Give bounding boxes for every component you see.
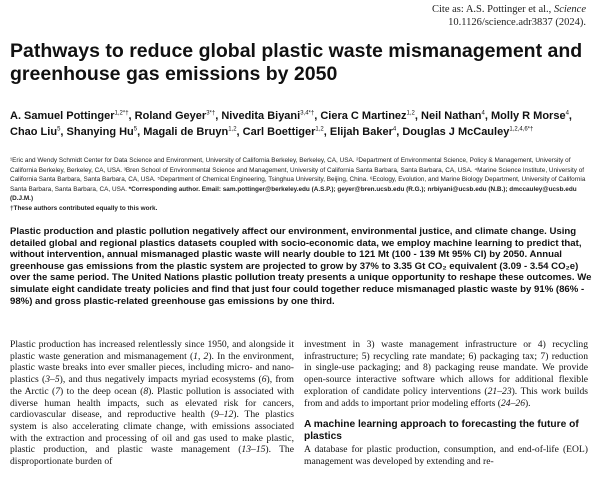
author-name: Ciera C Martinez: [320, 110, 407, 122]
paper-title: Pathways to reduce global plastic waste mismanagement and greenhouse gas emissions by 2050: [10, 40, 583, 85]
author-list: A. Samuel Pottinger$^{1,2*\dagger}$, Roland Geyer$^{3*\dagger}$, Nivedita Biyani$^{3,4*\dagger}$, Ciera C Martinez$^{1,2}$, Neil Nathan$^4$, Molly R Morse$^4$, Chao Liu$^5$, Shanying Hu$^5$, Magali de Bruyn$^{1,2}$, Carl Boettiger$^{1,2}$, Elijah Baker$^4$, Douglas J McCauley$^{1,2,4,6*\dagger}$: [10, 110, 572, 138]
author-affiliation-mark: 1,2: [315, 126, 324, 133]
affiliations-block: [10, 156, 592, 214]
author-affiliation-mark: 3*†: [206, 110, 216, 117]
ref-link[interactable]: 8: [143, 385, 149, 397]
author-name: Elijah Baker: [329, 126, 393, 138]
author-affiliation-mark: 3,4*†: [300, 110, 315, 117]
author-affiliation-mark: 5: [133, 126, 138, 133]
author-name: Neil Nathan: [421, 110, 482, 122]
abstract: Plastic production and plastic pollution negatively affect our environment, environmental justice, and climate change. Using detailed global and regional plastics datasets coupled with socio-economic data, we employ machine learning to predict that, without intervention, annual mismanaged plastic waste will nearly double to 121 Mt (100 - 139 Mt 95% CI) by 2050. Annual greenhouse gas emissions from the plastic system are projected to grow by 37% to 3.35 Gt CO₂ equivalent (3.09 - 3.54 CO₂e) over the same period. The United Nations plastic pollution treaty presents a unique opportunity to reshape these outcomes. We simulate eight candidate treaty policies and find that just four could together reduce mismanaged plastic waste by 91% (86% - 98%) and gross plastic-related greenhouse gas emissions by one third.: [10, 226, 592, 307]
body-column-left: [10, 339, 294, 468]
ref-link[interactable]: 3–5: [45, 374, 60, 386]
correspondence: *Corresponding author. Email: sam.pottinger@berkeley.edu (A.S.P.); geyer@bren.ucsb.edu (R.G.); nrbiyani@ucsb.edu (N.B.); dmccauley@ucsb.edu (D.J.M.): [10, 185, 577, 203]
author-affiliation-mark: 1,2,4,6*†: [509, 126, 534, 133]
author-name: Chao Liu: [10, 126, 58, 138]
section-heading: A machine learning approach to forecasting the future of plastics: [304, 419, 579, 443]
citation-journal: Science: [553, 4, 586, 15]
ref-link[interactable]: 6: [261, 374, 267, 386]
author-name: Carl Boettiger: [242, 126, 316, 138]
body-paragraph: investment in 3) waste management infrastructure or 4) recycling infrastructure; 5) recycling rate mandate; 6) packaging tax; 7) reduction in single-use packaging; and 8) packaging reuse mandate. We provide open-source interactive software which allows for additional flexible exploration of candidate policy interventions (21–23). This work builds from and adds to important prior modeling efforts (24–26).: [304, 339, 589, 409]
ref-link[interactable]: 9–12: [214, 409, 234, 421]
citation-block: [432, 3, 586, 29]
ref-link[interactable]: 7: [55, 385, 61, 397]
citation-line-1: [432, 3, 586, 16]
affiliations: ¹Eric and Wendy Schmidt Center for Data Science and Environment, University of California Berkeley, Berkeley, CA, USA. ²Department of Environmental Science, Policy & Management, University of California Berkeley, Berkeley, CA, USA. ³Bren School of Environmental Science and Management, University of California Santa Barbara, Santa Barbara, CA, USA. ⁴Marine Science Institute, University of California Santa Barbara, Santa Barbara, CA, USA. ⁵Department of Chemical Engineering, Tsinghua University, Beijing, China. ⁶Ecology, Evolution, and Marine Biology Department, University of California Santa Barbara, Santa Barbara, CA, USA.: [10, 157, 586, 193]
author-name: Magali de Bruyn: [143, 126, 229, 138]
ref-link[interactable]: 2: [203, 350, 209, 362]
author-affiliation-mark: 5: [57, 126, 61, 133]
author-affiliation-mark: 1,2: [228, 126, 237, 133]
ref-link[interactable]: 21–23: [487, 385, 512, 397]
ref-link[interactable]: 1: [193, 350, 198, 362]
author-affiliation-mark: 1,2: [406, 110, 415, 117]
author-name: Molly R Morse: [491, 110, 566, 122]
author-affiliation-mark: 1,2*†: [114, 110, 129, 117]
citation-prefix: Cite as: A.S. Pottinger et al.,: [432, 4, 552, 15]
author-affiliation-mark: 4: [481, 110, 485, 117]
author-name: A. Samuel Pottinger: [10, 110, 115, 122]
author-name: Douglas J McCauley: [402, 126, 510, 138]
author-name: Roland Geyer: [134, 110, 207, 122]
citation-doi[interactable]: 10.1126/science.adr3837 (2024).: [448, 17, 586, 28]
author-name: Shanying Hu: [66, 126, 134, 138]
author-affiliation-mark: 4: [392, 126, 397, 133]
body-paragraph: Plastic production has increased relentlessly since 1950, and alongside it plastic waste generation and mismanagement (1, 2). In the environment, plastic waste breaks into ever smaller pieces, including micro- and nano-plastics (3–5), and thus negatively impacts myriad ecosystems (6), from the Arctic (7) to the deep ocean (8). Plastic pollution is associated with diverse human health impacts, such as elevated risk for cancers, cardiovascular disease, and reproductive health (9–12). The plastics system is also accelerating climate change, with emissions associated with the extraction and processing of oil and gas used to make plastic, plastic production, and plastic waste management (13–15). The disproportionate burden of: [10, 339, 295, 468]
ref-link[interactable]: 24–26: [501, 397, 525, 409]
author-affiliation-mark: 4: [565, 110, 569, 117]
ref-link[interactable]: 13–15: [241, 444, 266, 456]
body-column-right: [304, 339, 588, 468]
section-paragraph: A database for plastic production, consumption, and end-of-life (EOL) management was developed by extending and re-: [304, 444, 588, 467]
equal-contribution-note: †These authors contributed equally to this work.: [10, 204, 158, 212]
author-name: Nivedita Biyani: [221, 110, 301, 122]
